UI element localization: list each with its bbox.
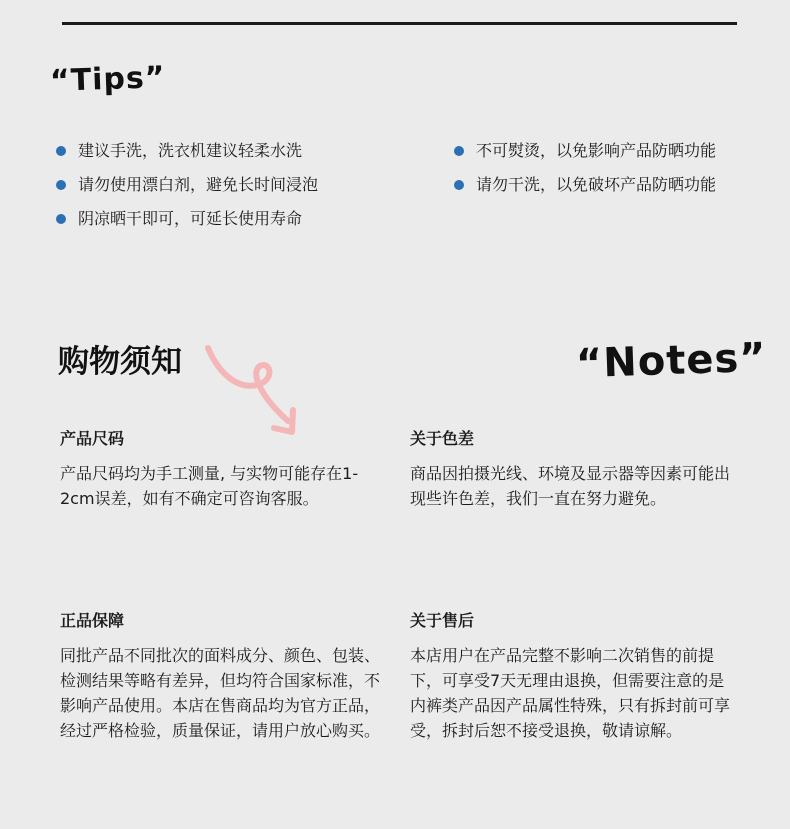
tip-text: 阴凉晒干即可，可延长使用寿命 <box>78 209 303 228</box>
note-block-color <box>410 429 730 511</box>
tip-text: 不可熨烫，以免影响产品防晒功能 <box>476 141 717 160</box>
note-block-body: 产品尺码均为手工测量, 与实物可能存在1-2cm误差，如有不确定可咨询客服。 <box>60 464 359 508</box>
bullet-dot-icon <box>454 180 464 190</box>
tip-item <box>56 202 318 236</box>
note-block-after-sales <box>410 611 740 743</box>
tip-item <box>56 168 318 202</box>
tip-item <box>454 134 716 168</box>
top-divider <box>62 22 737 25</box>
note-block-size <box>60 429 380 511</box>
notes-english-title: “Notes” <box>575 334 768 388</box>
tip-item <box>56 134 318 168</box>
bullet-dot-icon <box>454 146 464 156</box>
bullet-dot-icon <box>56 214 66 224</box>
tip-text: 请勿干洗，以免破坏产品防晒功能 <box>476 175 717 194</box>
note-block-title: 关于售后 <box>410 611 475 630</box>
tips-title: “Tips” <box>49 59 167 100</box>
note-block-body: 同批产品不同批次的面料成分、颜色、包装、检测结果等略有差异，但均符合国家标准，不影响产品使用。本店在售商品均为官方正品，经过严格检验，质量保证，请用户放心购买。 <box>60 646 381 740</box>
note-block-title: 关于色差 <box>410 429 475 448</box>
tips-list-right <box>454 134 716 202</box>
bullet-dot-icon <box>56 146 66 156</box>
note-block-title: 正品保障 <box>60 611 125 630</box>
bullet-dot-icon <box>56 180 66 190</box>
note-block-title: 产品尺码 <box>60 429 125 448</box>
tips-list-left <box>56 134 318 236</box>
shopping-notes-heading: 购物须知 <box>58 344 182 380</box>
note-block-body: 商品因拍摄光线、环境及显示器等因素可能出现些许色差，我们一直在努力避免。 <box>410 464 731 508</box>
note-block-body: 本店用户在产品完整不影响二次销售的前提下，可享受7天无理由退换，但需要注意的是内裤类产品因产品属性特殊，只有拆封前可享受，拆封后恕不接受退换，敬请谅解。 <box>410 646 731 740</box>
tip-item <box>454 168 716 202</box>
note-block-authenticity <box>60 611 380 743</box>
tip-text: 请勿使用漂白剂，避免长时间浸泡 <box>78 175 319 194</box>
tip-text: 建议手洗，洗衣机建议轻柔水洗 <box>78 141 303 160</box>
